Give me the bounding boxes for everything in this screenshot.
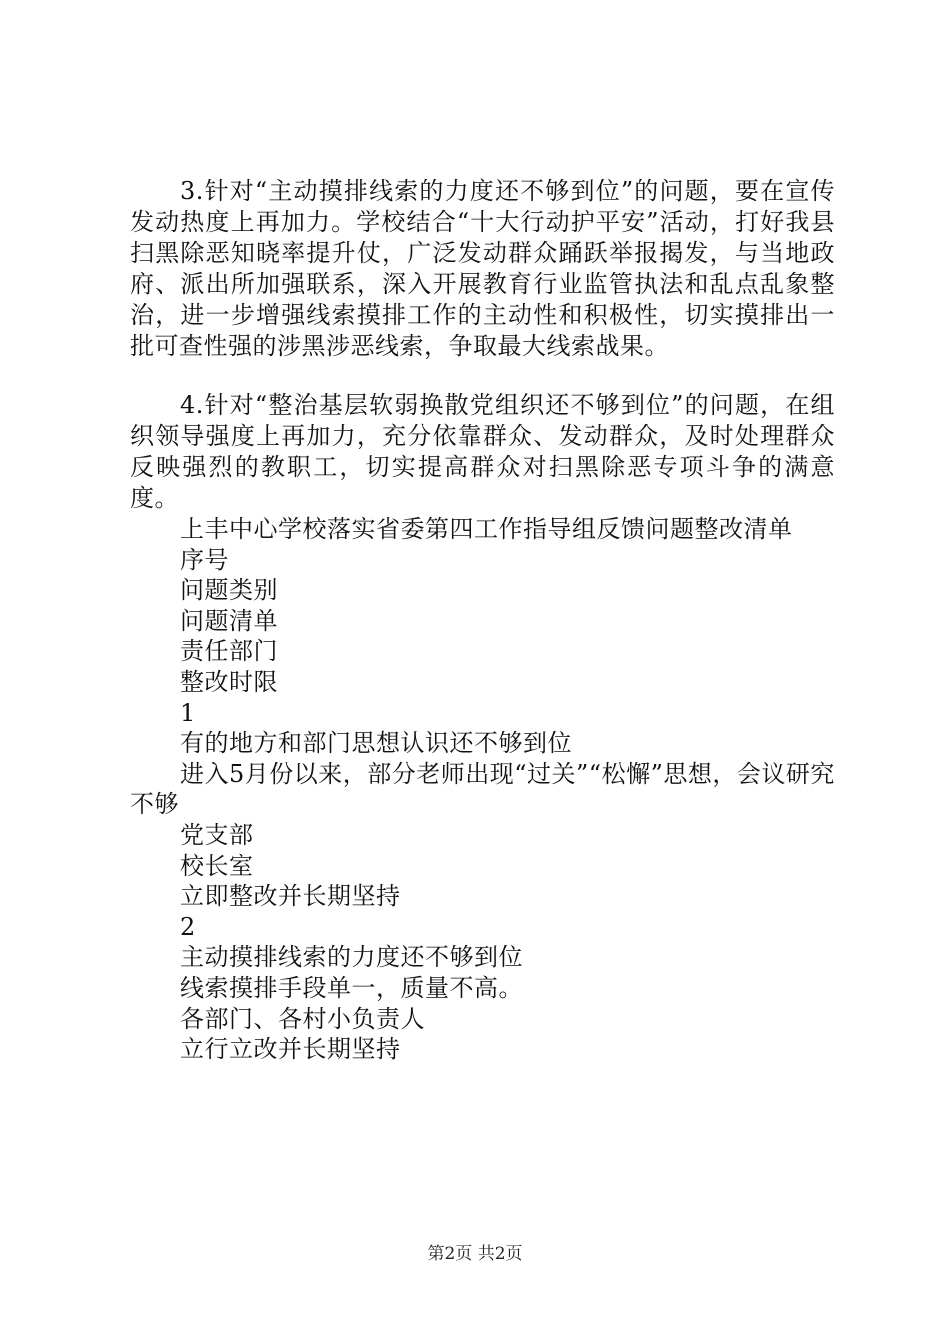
- page-footer: 第2页 共2页: [427, 1244, 523, 1264]
- row-2-number: 2: [180, 912, 196, 941]
- header-department: 责任部门: [180, 637, 278, 666]
- header-category: 问题类别: [180, 576, 278, 605]
- rectification-list: [130, 514, 835, 1065]
- header-issue-list: 问题清单: [180, 606, 278, 635]
- row-1-department-1: 党支部: [180, 820, 254, 849]
- row-1-issue: 进入5月份以来，部分老师出现“过关”“松懈”思想，会议研究不够: [130, 759, 835, 819]
- paragraph-item-4: 4.针对“整治基层软弱换散党组织还不够到位”的问题，在组织领导强度上再加力，充分依靠群众、发动群众，及时处理群众反映强烈的教职工，切实提高群众对扫黑除恶专项斗争的满意度。: [130, 391, 835, 512]
- row-2-deadline: 立行立改并长期坚持: [180, 1035, 401, 1064]
- header-number: 序号: [180, 545, 229, 574]
- paragraph-item-3: 3.针对“主动摸排线索的力度还不够到位”的问题，要在宣传发动热度上再加力。学校结合“十大行动护平安”活动，打好我县扫黑除恶知晓率提升仗，广泛发动群众踊跃举报揭发，与当地政府、派出所加强联系，深入开展教育行业监管执法和乱点乱象整治，进一步增强线索摸排工作的主动性和积极性，切实摸排出一批可查性强的涉黑涉恶线索，争取最大线索战果。: [130, 177, 835, 360]
- row-2-category: 主动摸排线索的力度还不够到位: [180, 943, 523, 972]
- row-2-department-1: 各部门、各村小负责人: [180, 1004, 425, 1033]
- row-1-number: 1: [180, 698, 196, 727]
- list-title: 上丰中心学校落实省委第四工作指导组反馈问题整改清单: [180, 515, 793, 543]
- row-1-category: 有的地方和部门思想认识还不够到位: [180, 729, 572, 758]
- header-deadline: 整改时限: [180, 667, 278, 696]
- row-1-department-2: 校长室: [180, 851, 254, 880]
- row-2-issue: 线索摸排手段单一，质量不高。: [180, 973, 523, 1002]
- row-1-deadline: 立即整改并长期坚持: [180, 882, 401, 911]
